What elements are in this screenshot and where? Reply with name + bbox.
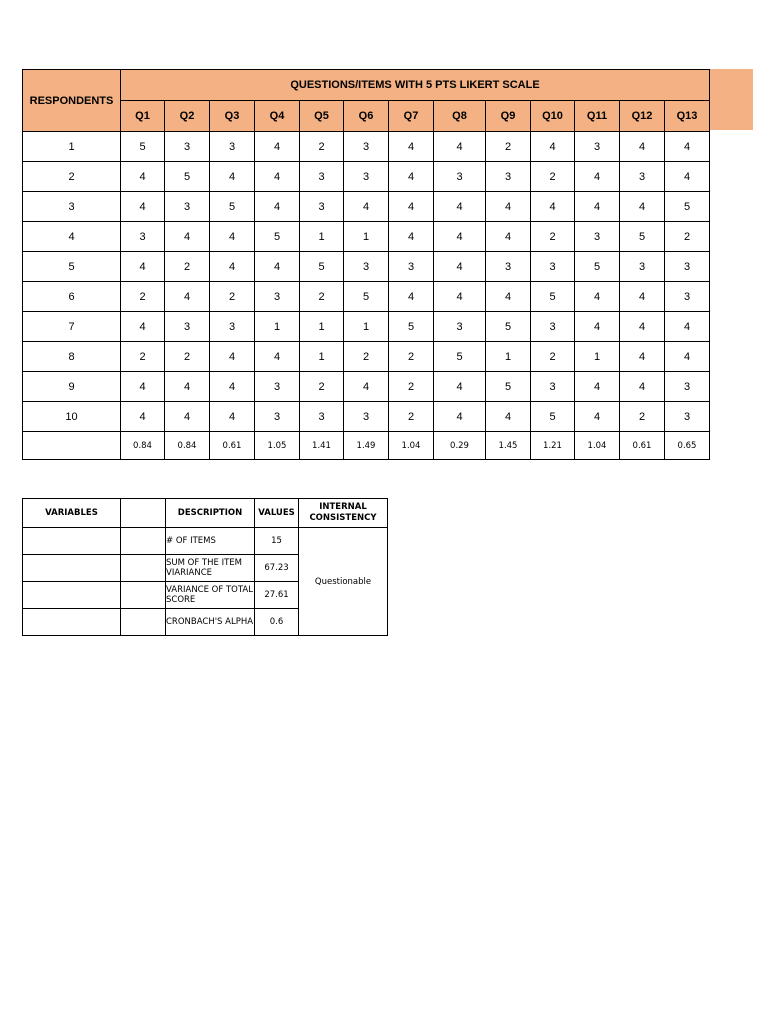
score-cell: 3 [344, 252, 389, 282]
score-cell: 4 [121, 312, 165, 342]
score-cell: 3 [255, 402, 300, 432]
score-cell: 2 [389, 402, 434, 432]
score-cell: 2 [486, 132, 531, 162]
variance-cell: 1.45 [486, 432, 531, 460]
score-cell: 2 [300, 132, 344, 162]
score-cell: 4 [165, 222, 210, 252]
score-cell: 3 [210, 132, 255, 162]
respondent-number-cell: 4 [23, 222, 121, 252]
score-cell: 5 [620, 222, 665, 252]
score-cell: 5 [300, 252, 344, 282]
score-cell: 4 [486, 192, 531, 222]
score-cell: 1 [344, 312, 389, 342]
score-cell: 5 [531, 402, 575, 432]
score-cell: 4 [620, 342, 665, 372]
questions-group-header: QUESTIONS/ITEMS WITH 5 PTS LIKERT SCALE [121, 70, 710, 101]
score-cell: 3 [531, 312, 575, 342]
table-row [23, 222, 710, 252]
score-cell: 2 [165, 252, 210, 282]
variable-cell [23, 609, 121, 636]
score-cell: 2 [665, 222, 710, 252]
score-cell: 4 [486, 282, 531, 312]
question-header: Q9 [486, 101, 531, 132]
score-cell: 4 [344, 192, 389, 222]
score-cell: 4 [389, 192, 434, 222]
score-cell: 2 [389, 342, 434, 372]
score-cell: 4 [121, 162, 165, 192]
score-cell: 3 [165, 132, 210, 162]
score-cell: 1 [486, 342, 531, 372]
variance-cell: 1.04 [575, 432, 620, 460]
table-row [23, 162, 710, 192]
score-cell: 2 [300, 372, 344, 402]
score-cell: 1 [255, 312, 300, 342]
question-header: Q7 [389, 101, 434, 132]
score-cell: 4 [434, 402, 486, 432]
score-cell: 3 [434, 312, 486, 342]
score-cell: 2 [620, 402, 665, 432]
score-cell: 3 [486, 162, 531, 192]
score-cell: 4 [665, 162, 710, 192]
variance-label-cell [23, 432, 121, 460]
value-cell: 27.61 [255, 582, 299, 609]
score-cell: 4 [575, 162, 620, 192]
score-cell: 2 [165, 342, 210, 372]
score-cell: 3 [255, 372, 300, 402]
table-row [23, 192, 710, 222]
internal-consistency-cell: Questionable [299, 528, 388, 636]
score-cell: 2 [210, 282, 255, 312]
respondents-header: RESPONDENTS [23, 70, 121, 132]
variance-cell: 0.61 [210, 432, 255, 460]
score-cell: 2 [300, 282, 344, 312]
score-cell: 4 [434, 282, 486, 312]
score-cell: 4 [620, 312, 665, 342]
score-cell: 5 [531, 282, 575, 312]
score-cell: 5 [486, 312, 531, 342]
table-body [23, 132, 710, 460]
score-cell: 4 [255, 192, 300, 222]
score-cell: 4 [665, 132, 710, 162]
score-cell: 4 [210, 372, 255, 402]
question-header: Q1 [121, 101, 165, 132]
question-header: Q3 [210, 101, 255, 132]
summary-body [23, 528, 388, 636]
score-cell: 3 [575, 222, 620, 252]
respondent-number-cell: 3 [23, 192, 121, 222]
score-cell: 4 [434, 222, 486, 252]
score-cell: 3 [665, 372, 710, 402]
question-header: Q6 [344, 101, 389, 132]
variance-cell: 1.04 [389, 432, 434, 460]
score-cell: 4 [121, 372, 165, 402]
variance-cell: 1.21 [531, 432, 575, 460]
value-cell: 0.6 [255, 609, 299, 636]
question-header: Q12 [620, 101, 665, 132]
question-header: Q11 [575, 101, 620, 132]
variable-cell [23, 528, 121, 555]
description-cell: CRONBACH'S ALPHA [166, 609, 255, 636]
table-row [23, 342, 710, 372]
description-cell: # OF ITEMS [166, 528, 255, 555]
score-cell: 1 [575, 342, 620, 372]
internal-consistency-header: INTERNAL CONSISTENCY [299, 499, 388, 528]
score-cell: 2 [344, 342, 389, 372]
score-cell: 4 [165, 282, 210, 312]
score-cell: 4 [165, 372, 210, 402]
header-fill-extension [709, 69, 753, 130]
score-cell: 4 [389, 282, 434, 312]
score-cell: 3 [300, 162, 344, 192]
respondent-number-cell: 6 [23, 282, 121, 312]
blank-cell [121, 528, 166, 555]
score-cell: 3 [210, 312, 255, 342]
question-header: Q13 [665, 101, 710, 132]
score-cell: 3 [344, 162, 389, 192]
score-cell: 5 [434, 342, 486, 372]
score-cell: 1 [344, 222, 389, 252]
score-cell: 5 [389, 312, 434, 342]
score-cell: 5 [121, 132, 165, 162]
respondent-number-cell: 8 [23, 342, 121, 372]
score-cell: 4 [255, 162, 300, 192]
respondent-number-cell: 1 [23, 132, 121, 162]
score-cell: 4 [434, 132, 486, 162]
score-cell: 4 [486, 402, 531, 432]
table-row [23, 282, 710, 312]
respondent-number-cell: 10 [23, 402, 121, 432]
score-cell: 4 [575, 192, 620, 222]
score-cell: 2 [389, 372, 434, 402]
score-cell: 4 [486, 222, 531, 252]
table-row [23, 252, 710, 282]
score-cell: 3 [665, 282, 710, 312]
score-cell: 3 [665, 402, 710, 432]
score-cell: 4 [389, 162, 434, 192]
variance-cell: 0.84 [121, 432, 165, 460]
description-cell: SUM OF THE ITEM VIARIANCE [166, 555, 255, 582]
summary-table [22, 498, 388, 636]
value-cell: 15 [255, 528, 299, 555]
score-cell: 4 [210, 402, 255, 432]
score-cell: 5 [665, 192, 710, 222]
respondent-number-cell: 5 [23, 252, 121, 282]
score-cell: 5 [210, 192, 255, 222]
score-cell: 4 [434, 372, 486, 402]
variance-cell: 0.65 [665, 432, 710, 460]
score-cell: 4 [210, 342, 255, 372]
score-cell: 4 [575, 282, 620, 312]
variance-row [23, 432, 710, 460]
score-cell: 5 [255, 222, 300, 252]
score-cell: 3 [486, 252, 531, 282]
score-cell: 5 [575, 252, 620, 282]
score-cell: 3 [531, 372, 575, 402]
score-cell: 2 [531, 162, 575, 192]
table-row [23, 312, 710, 342]
score-cell: 2 [121, 342, 165, 372]
summary-header-row [23, 499, 388, 528]
blank-cell [121, 609, 166, 636]
score-cell: 2 [121, 282, 165, 312]
respondent-number-cell: 7 [23, 312, 121, 342]
score-cell: 4 [121, 402, 165, 432]
score-cell: 4 [575, 372, 620, 402]
likert-data-table [22, 69, 710, 460]
score-cell: 3 [165, 192, 210, 222]
score-cell: 3 [344, 132, 389, 162]
variance-cell: 1.05 [255, 432, 300, 460]
score-cell: 3 [531, 252, 575, 282]
blank-cell [121, 555, 166, 582]
score-cell: 3 [121, 222, 165, 252]
score-cell: 4 [665, 312, 710, 342]
score-cell: 4 [344, 372, 389, 402]
score-cell: 4 [531, 132, 575, 162]
score-cell: 4 [255, 132, 300, 162]
score-cell: 3 [389, 252, 434, 282]
score-cell: 2 [531, 222, 575, 252]
variable-cell [23, 555, 121, 582]
score-cell: 1 [300, 312, 344, 342]
question-header: Q2 [165, 101, 210, 132]
variance-cell: 0.61 [620, 432, 665, 460]
score-cell: 3 [300, 192, 344, 222]
variance-cell: 0.29 [434, 432, 486, 460]
score-cell: 4 [389, 132, 434, 162]
respondent-number-cell: 9 [23, 372, 121, 402]
score-cell: 4 [121, 192, 165, 222]
score-cell: 4 [575, 312, 620, 342]
score-cell: 3 [620, 252, 665, 282]
value-cell: 67.23 [255, 555, 299, 582]
score-cell: 4 [389, 222, 434, 252]
score-cell: 4 [620, 132, 665, 162]
score-cell: 4 [434, 252, 486, 282]
score-cell: 4 [620, 372, 665, 402]
question-header: Q4 [255, 101, 300, 132]
question-header: Q5 [300, 101, 344, 132]
score-cell: 3 [344, 402, 389, 432]
score-cell: 3 [434, 162, 486, 192]
score-cell: 1 [300, 342, 344, 372]
question-header-row [23, 101, 710, 132]
score-cell: 4 [255, 252, 300, 282]
header-row-group [23, 70, 710, 101]
variance-cell: 1.41 [300, 432, 344, 460]
description-header: DESCRIPTION [166, 499, 255, 528]
score-cell: 4 [531, 192, 575, 222]
score-cell: 3 [255, 282, 300, 312]
description-cell: VARIANCE OF TOTAL SCORE [166, 582, 255, 609]
score-cell: 3 [300, 402, 344, 432]
score-cell: 3 [665, 252, 710, 282]
score-cell: 5 [344, 282, 389, 312]
variance-cell: 0.84 [165, 432, 210, 460]
blank-cell [121, 582, 166, 609]
table-row [23, 402, 710, 432]
score-cell: 4 [620, 192, 665, 222]
score-cell: 2 [531, 342, 575, 372]
score-cell: 3 [620, 162, 665, 192]
score-cell: 4 [121, 252, 165, 282]
score-cell: 4 [210, 222, 255, 252]
score-cell: 4 [665, 342, 710, 372]
score-cell: 4 [434, 192, 486, 222]
variance-cell: 1.49 [344, 432, 389, 460]
score-cell: 4 [575, 402, 620, 432]
variables-header: VARIABLES [23, 499, 121, 528]
score-cell: 4 [210, 252, 255, 282]
summary-row [23, 528, 388, 555]
variable-cell [23, 582, 121, 609]
score-cell: 4 [255, 342, 300, 372]
table-row [23, 372, 710, 402]
question-header: Q8 [434, 101, 486, 132]
score-cell: 5 [165, 162, 210, 192]
table-row [23, 132, 710, 162]
respondent-number-cell: 2 [23, 162, 121, 192]
score-cell: 3 [165, 312, 210, 342]
question-header: Q10 [531, 101, 575, 132]
score-cell: 1 [300, 222, 344, 252]
score-cell: 4 [210, 162, 255, 192]
score-cell: 4 [165, 402, 210, 432]
values-header: VALUES [255, 499, 299, 528]
score-cell: 4 [620, 282, 665, 312]
score-cell: 5 [486, 372, 531, 402]
score-cell: 3 [575, 132, 620, 162]
blank-header [121, 499, 166, 528]
